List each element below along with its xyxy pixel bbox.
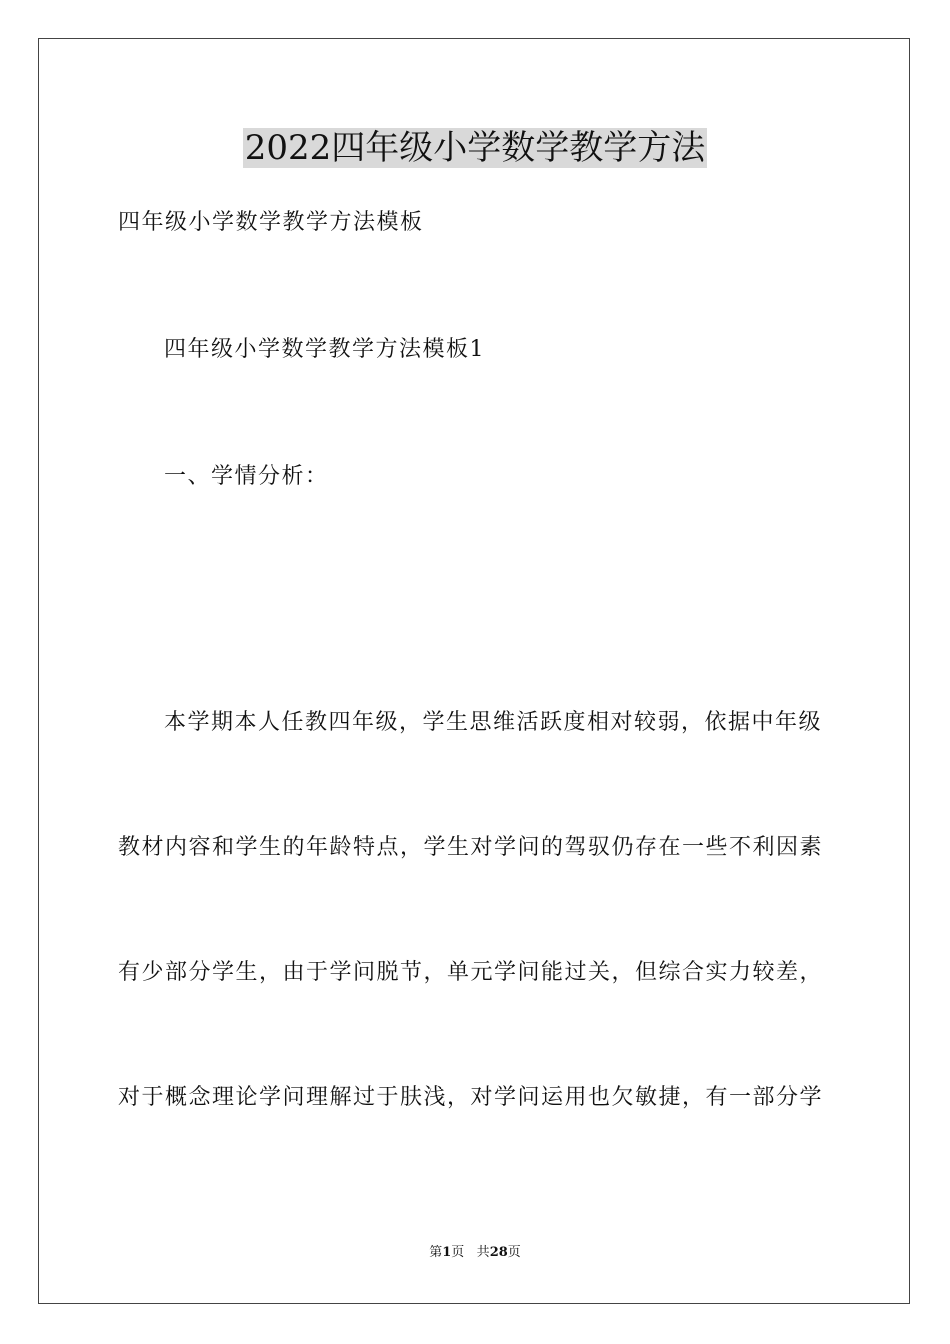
document-title-text: 2022四年级小学数学教学方法 [244,128,706,168]
paragraph-line: 对于概念理论学问理解过于肤浅，对学问运用也欠敏捷，有一部分学 [118,1085,824,1110]
paragraph-line: 本学期本人任教四年级，学生思维活跃度相对较弱，依据中年级 [164,710,823,735]
page-footer: 第1页 共28页 [429,1245,521,1260]
subtitle-line: 四年级小学数学教学方法模板 [118,210,424,235]
section-heading-analysis: 一、学情分析： [164,464,329,489]
paragraph-line: 教材内容和学生的年龄特点，学生对学问的驾驭仍存在一些不利因素 [118,835,824,860]
current-page-number: 1 [442,1245,452,1260]
paragraph-line: 有少部分学生，由于学问脱节，单元学问能过关，但综合实力较差， [118,960,824,985]
total-page-number: 28 [489,1245,508,1260]
section-heading-template-1: 四年级小学数学教学方法模板1 [164,337,485,362]
document-title [0,122,950,174]
